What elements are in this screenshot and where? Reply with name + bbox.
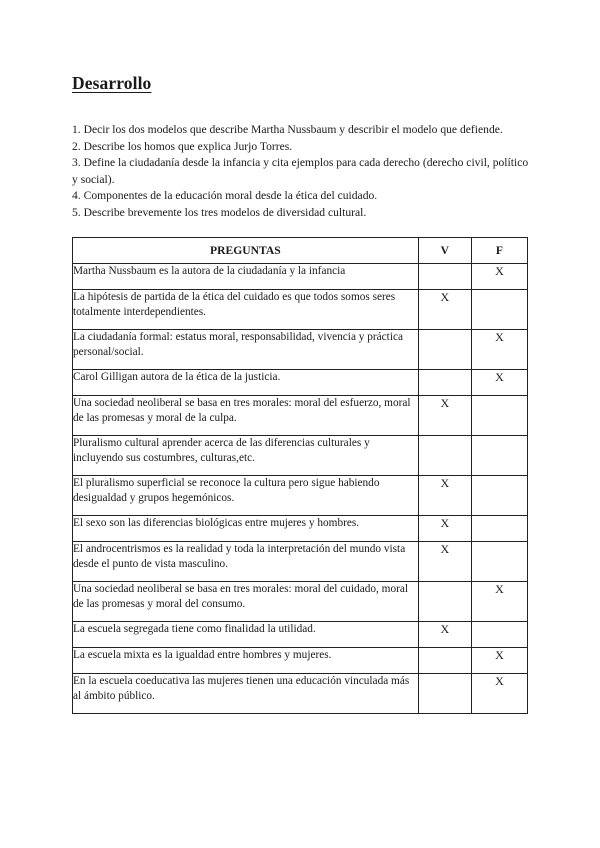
table-row [73, 264, 528, 290]
statement-cell: Carol Gilligan autora de la ética de la justicia. [73, 370, 419, 396]
v-mark-cell [418, 264, 471, 290]
f-mark-cell: X [471, 330, 527, 370]
question-item: 1. Decir los dos modelos que describe Martha Nussbaum y describir el modelo que defiende. [72, 123, 503, 136]
f-mark-cell: X [471, 582, 527, 622]
table-row [73, 476, 528, 516]
statement-cell: Martha Nussbaum es la autora de la ciudadanía y la infancia [73, 264, 419, 290]
statement-cell: La ciudadanía formal: estatus moral, responsabilidad, vivencia y práctica personal/social. [73, 330, 419, 370]
f-mark-cell: X [471, 370, 527, 396]
v-mark-cell: X [418, 622, 471, 648]
f-mark-cell [471, 290, 527, 330]
f-mark-cell [471, 476, 527, 516]
table-row [73, 396, 528, 436]
statement-cell: La escuela segregada tiene como finalidad la utilidad. [73, 622, 419, 648]
true-false-table [72, 237, 528, 714]
v-mark-cell [418, 370, 471, 396]
header-preguntas: PREGUNTAS [73, 238, 419, 264]
v-mark-cell: X [418, 516, 471, 542]
v-mark-cell [418, 648, 471, 674]
statement-cell: Una sociedad neoliberal se basa en tres morales: moral del esfuerzo, moral de las promesas y moral de la culpa. [73, 396, 419, 436]
table-row [73, 290, 528, 330]
table-row [73, 648, 528, 674]
f-mark-cell [471, 436, 527, 476]
f-mark-cell [471, 542, 527, 582]
statement-cell: En la escuela coeducativa las mujeres tienen una educación vinculada más al ámbito público. [73, 674, 419, 714]
f-mark-cell: X [471, 264, 527, 290]
table-row [73, 542, 528, 582]
statement-cell: La hipótesis de partida de la ética del cuidado es que todos somos seres totalmente interdependientes. [73, 290, 419, 330]
header-verdadero: V [418, 238, 471, 264]
f-mark-cell: X [471, 648, 527, 674]
statement-cell: El sexo son las diferencias biológicas entre mujeres y hombres. [73, 516, 419, 542]
v-mark-cell: X [418, 476, 471, 516]
question-item: 3. Define la ciudadanía desde la infancia y cita ejemplos para cada derecho (derecho civil, político y social). [72, 156, 529, 186]
statement-cell: Pluralismo cultural aprender acerca de las diferencias culturales y incluyendo sus costumbres, culturas,etc. [73, 436, 419, 476]
question-list [72, 122, 532, 222]
f-mark-cell: X [471, 674, 527, 714]
v-mark-cell: X [418, 542, 471, 582]
table-row [73, 330, 528, 370]
table-row [73, 370, 528, 396]
f-mark-cell [471, 396, 527, 436]
table-row [73, 516, 528, 542]
statement-cell: El pluralismo superficial se reconoce la cultura pero sigue habiendo desigualdad y grupos hegemónicos. [73, 476, 419, 516]
statement-cell: El androcentrismos es la realidad y toda la interpretación del mundo vista desde el punto de vista masculino. [73, 542, 419, 582]
table-row [73, 622, 528, 648]
header-falso: F [471, 238, 527, 264]
table-row [73, 436, 528, 476]
table-header-row [73, 238, 528, 264]
v-mark-cell [418, 436, 471, 476]
v-mark-cell: X [418, 290, 471, 330]
question-item: 5. Describe brevemente los tres modelos de diversidad cultural. [72, 205, 367, 219]
statement-cell: La escuela mixta es la igualdad entre hombres y mujeres. [73, 648, 419, 674]
question-item: 4. Componentes de la educación moral desde la ética del cuidado. [72, 189, 378, 203]
table-row [73, 674, 528, 714]
table-row [73, 582, 528, 622]
f-mark-cell [471, 516, 527, 542]
statement-cell: Una sociedad neoliberal se basa en tres morales: moral del cuidado, moral de las promesas y moral del consumo. [73, 582, 419, 622]
v-mark-cell [418, 674, 471, 714]
section-heading: Desarrollo [72, 73, 152, 93]
question-item: 2. Describe los homos que explica Jurjo Torres. [72, 139, 293, 153]
v-mark-cell [418, 330, 471, 370]
v-mark-cell: X [418, 396, 471, 436]
v-mark-cell [418, 582, 471, 622]
f-mark-cell [471, 622, 527, 648]
